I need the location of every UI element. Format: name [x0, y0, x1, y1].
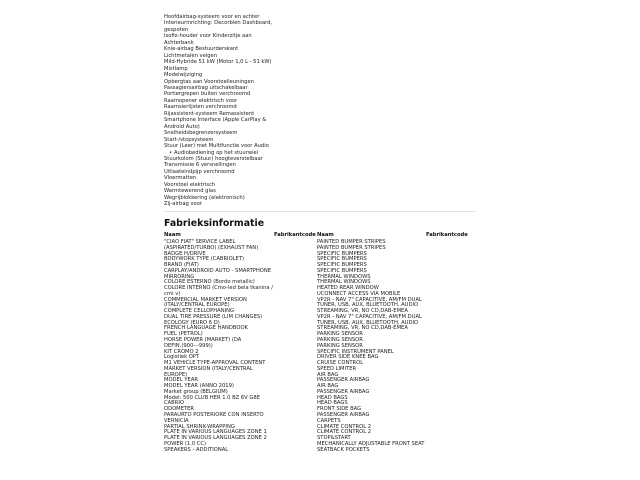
feature-item: Hoofdairbag-systeem voor en achter — [164, 14, 260, 20]
table-row: PARKING SENSOR — [317, 331, 363, 338]
table-row: PAINTED BUMPER STRIPES — [317, 239, 386, 245]
table-row: DEFIN.(900---999)) — [164, 342, 213, 349]
feature-item: Interieurinrichting: Decorblen Dashboard, — [164, 20, 273, 27]
table-row: PASSENGER AIRBAG — [317, 377, 370, 384]
feature-item: Mistlamp — [164, 65, 188, 72]
table-row: MECHANICALLY ADJUSTABLE FRONT SEAT — [317, 440, 425, 447]
feature-item: Start-/stopsysteem — [164, 136, 214, 143]
feature-item: Achterbank — [164, 39, 194, 46]
table-row: PAINTED BUMPER STRIPES — [317, 244, 386, 251]
table-row: MARKET VERSION (ITALY/CENTRAL — [164, 365, 253, 372]
section-title: Fabrieksinformatie — [164, 218, 265, 229]
table-row: CARPLAY/ANDROID AUTO - SMARTPHONE — [164, 267, 272, 274]
table-row: BODYWORK TYPE (CABRIOLET) — [164, 256, 245, 263]
table-row: BRAND (FIAT) — [164, 262, 199, 269]
table-row: Model: 500 CLUB HER 1.0 BZ 6V G8E — [164, 394, 260, 401]
feature-item: Modelwijziging — [164, 72, 203, 79]
feature-item: Lichtmetalen velgen — [164, 52, 218, 59]
table-row: CLIMATE CONTROL 2 — [317, 423, 372, 430]
feature-item: Stuurkolom (Stuur) hoogteverstelbaar — [164, 155, 263, 162]
table-row: (ASPIRATED/TURBO) (EXHAUST FAN) — [164, 244, 259, 251]
table-row: HEAD BAGS — [317, 400, 348, 407]
table-row: PLATE IN VARIOUS LANGUAGES ZONE 1 — [164, 429, 267, 436]
feature-item: Vloermatten — [164, 175, 197, 182]
table-row: ODOMETER — [164, 406, 194, 413]
table-row: THERMAL WINDOWS — [317, 273, 371, 280]
table-row: PARAURTO POSTERIORE CON INSERTO — [164, 411, 264, 418]
table-row: FRONT SIDE BAG — [317, 406, 362, 413]
table-row: FUEL (PETROL) — [164, 331, 203, 338]
table-row: SPECIFIC BUMPERS — [317, 250, 367, 257]
table-row: STOP&START — [317, 435, 351, 442]
feature-item: Portiergrepen buiten verchroomd — [164, 91, 251, 98]
feature-item: Opbergtas aan Voorstoelleuningen — [164, 78, 254, 85]
table-row: COMPLETE CELLOPHANING — [164, 308, 235, 315]
table-row: PASSENGER AIRBAG — [317, 388, 370, 395]
table-row: MODEL YEAR — [164, 377, 198, 384]
table-row: MODEL YEAR (ANNO 2019) — [164, 383, 234, 390]
table-row: HEAD BAGS — [317, 394, 348, 401]
feature-subitem: • Audiobediening op het stuurwiel — [164, 150, 304, 156]
table-row: SPEED LIMITER — [317, 365, 357, 372]
feature-item: Smartphone Interface (Apple CarPlay & — [164, 117, 267, 124]
table-row: STREAMING, VR, NO CD,DAB-EMEA — [317, 308, 408, 315]
table-row: Logistiek OPT — [164, 354, 200, 361]
feature-item: Mild-Hybride 51 kW (Motor 1,0 L - 51 kW) — [164, 59, 272, 66]
left-column-header — [164, 233, 314, 239]
table-row: FRENCH LANGUAGE HANDBOOK — [164, 325, 248, 332]
table-row: M1 VEHICLE TYPE-APPROVAL CONTENT — [164, 360, 266, 367]
factory-info-left-column — [164, 233, 314, 453]
table-row: THERMAL WINDOWS — [317, 279, 371, 286]
table-row: SPECIFIC BUMPERS — [317, 262, 367, 269]
feature-item: Voorstoel elektrisch — [164, 181, 216, 188]
feature-item: Android Auto) — [164, 123, 200, 130]
table-row: COMMERCIAL MARKET VERSION — [164, 296, 247, 303]
table-row: VP2R - NAV 7" CAPACITIVE, AM/FM DUAL — [317, 296, 422, 303]
feature-item: Rijassistent-systeem Remassistent — [164, 110, 255, 117]
table-row: DRIVER SIDE KNEE BAG — [317, 354, 379, 361]
table-row: COLORE ESTERNO (Bordo metallic) — [164, 279, 255, 286]
table-row: EUROPE) — [164, 371, 188, 378]
table-row: SEATBACK POCKETS — [317, 446, 370, 453]
feature-item: Wegrijblokkering (elektronisch) — [164, 194, 245, 201]
right-rows — [317, 240, 477, 453]
table-row: ECOLOGY (EURO 6 D) — [164, 319, 220, 326]
feature-item: Isofix-houder voor Kinderzitje aan — [164, 33, 252, 40]
table-row: POWER (1.0 CC) — [164, 440, 207, 447]
table-row: BADGE H/DRIVE — [164, 250, 206, 257]
table-row: PASSENGER AIRBAG — [317, 411, 370, 418]
table-row: CABRIO — [164, 400, 184, 407]
right-column-header — [317, 233, 477, 239]
table-row: SPECIFIC BUMPERS — [317, 267, 367, 274]
feature-item: gespoten — [164, 26, 189, 33]
feature-item: Passagiersairbag uitschakelbaar — [164, 84, 248, 91]
code-header: Fabrikantcode — [274, 232, 316, 238]
name-header: Naam — [317, 232, 334, 238]
code-header: Fabrikantcode — [426, 232, 468, 238]
feature-item: Uitlaateindpijp verchroomd — [164, 168, 235, 175]
table-row: HEATED REAR WINDOW — [317, 285, 379, 292]
table-row: KIT CROMO 2 — [164, 348, 199, 355]
feature-item: Raamsierlijsten verchroomd — [164, 104, 237, 111]
features-list — [164, 14, 304, 208]
table-row: "CIAO FIAT" SERVICE LABEL — [164, 239, 236, 245]
table-row: CLIMATE CONTROL 2 — [317, 429, 372, 436]
table-row: (ITALY/CENTRAL EUROPE) — [164, 302, 230, 309]
table-row: UCONNECT ACCESS VIA MOBILE — [317, 290, 401, 297]
table-row: COLORE INTERNO (Cmo-led bela tkanina / crni v) — [164, 285, 273, 297]
table-row: PARTIAL SHRINK-WRAPPING — [164, 423, 235, 430]
table-row: VP2R - NAV 7" CAPACITIVE, AM/FM DUAL — [317, 313, 422, 320]
feature-item: Transmissie 6 versnellingen — [164, 162, 236, 169]
table-row: STREAMING, VR, NO CD,DAB-EMEA — [317, 325, 408, 332]
name-header: Naam — [164, 232, 181, 238]
section-divider — [164, 211, 476, 212]
table-row: AIR BAG — [317, 371, 339, 378]
table-row: PLATE IN VARIOUS LANGUAGES ZONE 2 — [164, 435, 267, 442]
table-row: PARKING SENSOR — [317, 337, 363, 344]
table-row: TUNER, USB, AUX, BLUETOOTH, AUDIO — [317, 319, 419, 326]
factory-info-right-column — [317, 233, 477, 453]
table-row: CRUISE CONTROL — [317, 360, 364, 367]
table-row: CARPETS — [317, 417, 341, 424]
table-row: PARKING SENSOR — [317, 342, 363, 349]
table-row: HORSE POWER (MARKET) (DA — [164, 337, 242, 344]
feature-item: Stuur (Leer) met Multifunctie voor Audio — [164, 143, 269, 150]
table-row: VERNICIA — [164, 417, 189, 424]
table-row: SPECIFIC BUMPERS — [317, 256, 367, 263]
table-row: SPEAKERS - ADDITIONAL — [164, 446, 229, 453]
table-row: MIRRORING — [164, 273, 195, 280]
feature-item: Knie-airbag Bestuurderskant — [164, 46, 239, 53]
table-row: TUNER, USB, AUX, BLUETOOTH, AUDIO — [317, 302, 419, 309]
left-rows — [164, 240, 314, 453]
feature-item: Raamopener elektrisch voor — [164, 97, 238, 104]
table-row: Market group (BELGIUM) — [164, 388, 228, 395]
feature-item: Snelheidsbegrenzersysteem — [164, 130, 238, 137]
feature-item: Warmtewerend glas — [164, 188, 216, 195]
table-row: AIR BAG — [317, 383, 339, 390]
table-row: SPECIFIC INSTRUMENT PANEL — [317, 348, 394, 355]
table-row: DUAL TIRE PRESSURE (LIM CHANGES) — [164, 313, 263, 320]
feature-item: Zij-airbag voor — [164, 201, 203, 208]
